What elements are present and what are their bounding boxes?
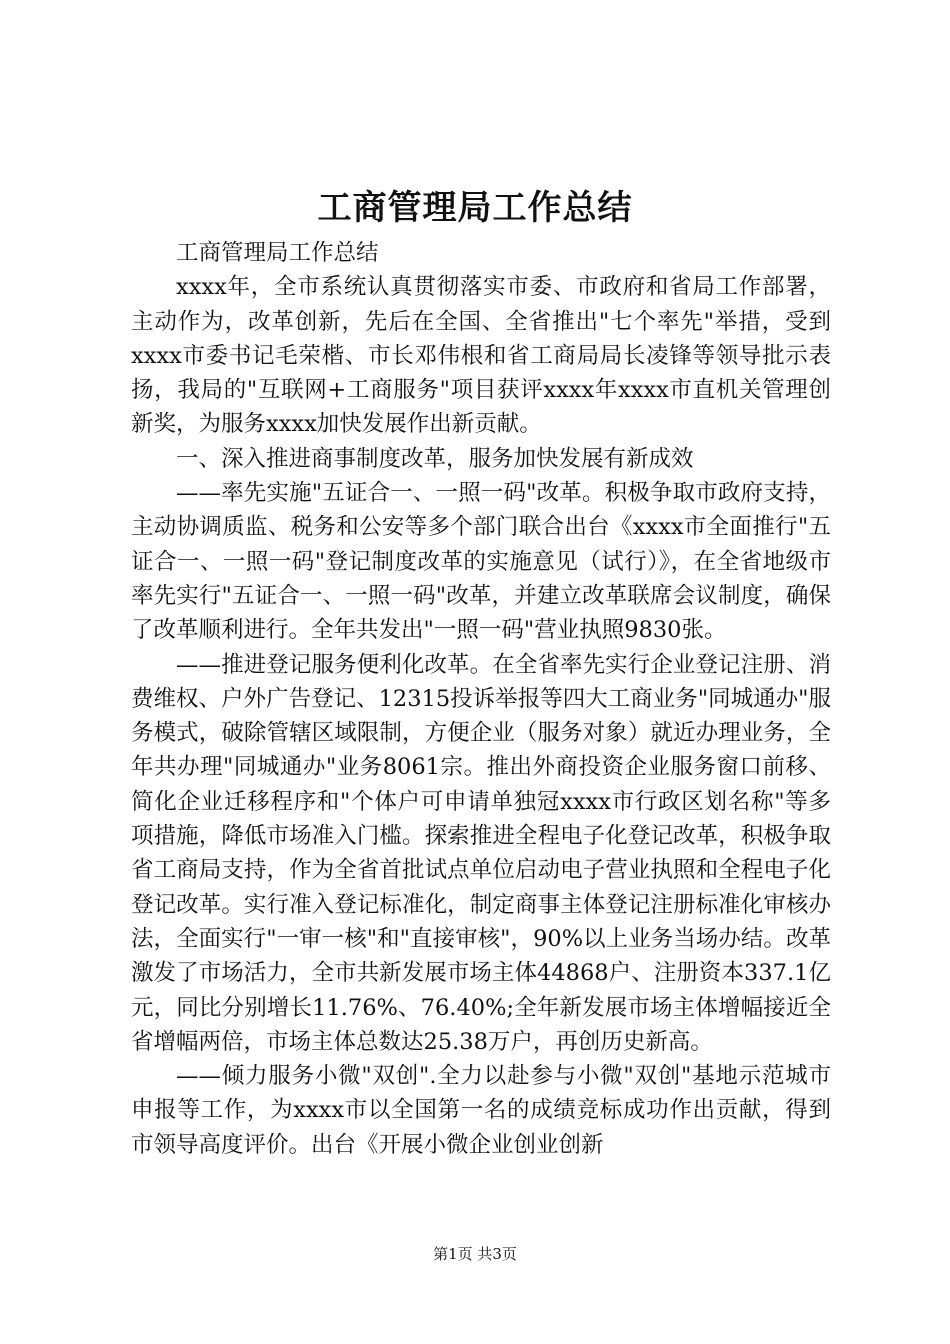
section-heading-1: 一、深入推进商事制度改革，服务加快发展有新成效 xyxy=(176,445,694,472)
paragraph-subtitle: 工商管理局工作总结 xyxy=(176,240,379,266)
page-footer: 第1页 共3页 xyxy=(433,1245,517,1263)
paragraph-small-micro-innovation: ——倾力服务小微"双创".全力以赴参与小微"双创"基地示范城市申报等工作，为xxxx市以全国第一名的成绩竞标成功作出贡献，得到市领导高度评价。出台《开展小微企业创业创新 xyxy=(131,1063,831,1158)
paragraph-registration-reform: ——推进登记服务便利化改革。在全省率先实行企业登记注册、消费维权、户外广告登记、12315投诉举报等四大工商业务"同城通办"服务模式，破除管辖区域限制，方便企业（服务对象）就近办理业务，全年共办理"同城通办"业务8061宗。推出外商投资企业服务窗口前移、简化企业迁移程序和"个体户可申请单独冠xxxx市行政区划名称"等多项措施，降低市场准入门槛。探索推进全程电子化登记改革，积极争取省工商局支持，作为全省首批试点单位启动电子营业执照和全程电子化登记改革。实行准入登记标准化，制定商事主体登记注册标准化审核办法，全面实行"一审一核"和"直接审核"，90%以上业务当场办结。改革激发了市场活力，全市共新发展市场主体44868户、注册资本337.1亿元，同比分别增长11.76%、76.40%;全年新发展市场主体增幅接近全省增幅两倍，市场主体总数达25.38万户，再创历史新高。 xyxy=(131,651,831,1055)
document-body xyxy=(131,236,831,1162)
paragraph-five-in-one-reform: ——率先实施"五证合一、一照一码"改革。积极争取市政府支持，主动协调质监、税务和公安等多个部门联合出台《xxxx市全面推行"五证合一、一照一码"登记制度改革的实施意见（试行）》，在全省地级市率先实行"五证合一、一照一码"改革，并建立改革联席会议制度，确保了改革顺利进行。全年共发出"一照一码"营业执照9830张。 xyxy=(131,480,831,644)
document-title: 工商管理局工作总结 xyxy=(317,188,633,228)
paragraph-intro: xxxx年，全市系统认真贯彻落实市委、市政府和省局工作部署，主动作为，改革创新，先后在全国、全省推出"七个率先"举措，受到xxxx市委书记毛荣楷、市长邓伟根和省工商局局长凌锋等领导批示表扬，我局的"互联网+工商服务"项目获评xxxx年xxxx市直机关管理创新奖，为服务xxxx加快发展作出新贡献。 xyxy=(131,274,831,438)
